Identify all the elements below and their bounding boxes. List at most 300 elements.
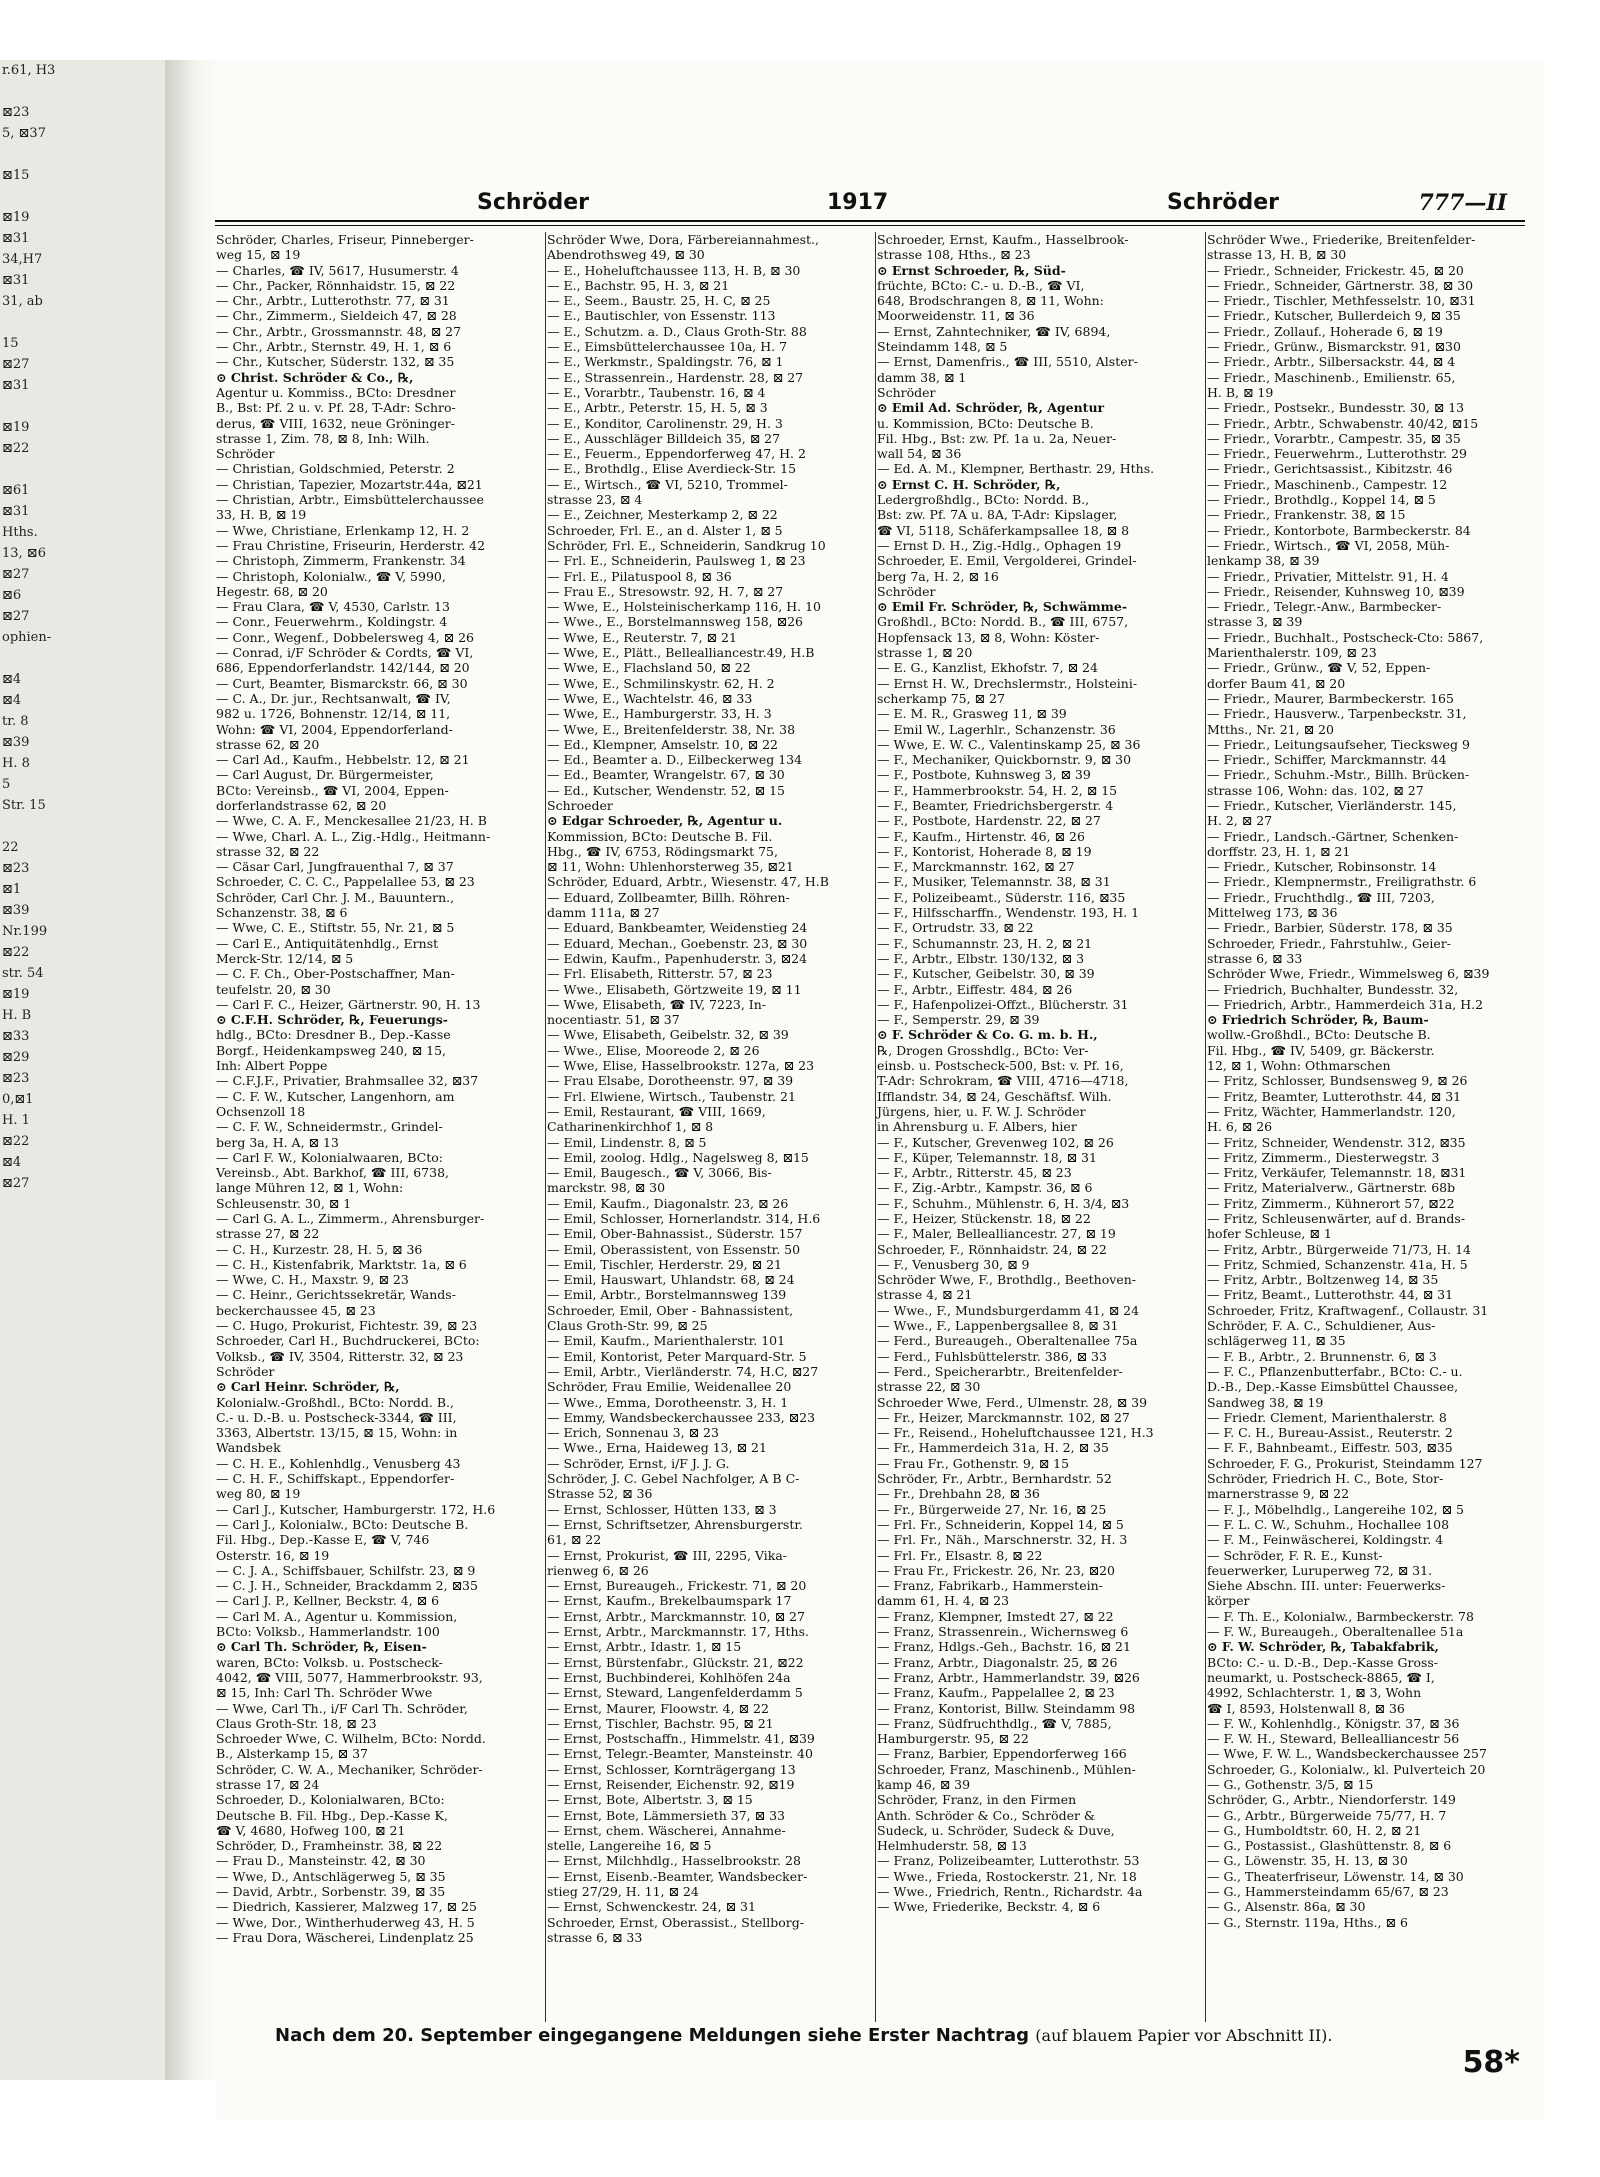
facing-page-line: ⊠19: [2, 210, 30, 225]
directory-entry: Ifflandstr. 34, ⊠ 24, Geschäftsf. Wilh.: [877, 1088, 1112, 1104]
directory-entry: strasse 6, ⊠ 33: [1207, 950, 1303, 966]
directory-entry: — F., Semperstr. 29, ⊠ 39: [877, 1012, 1040, 1028]
directory-entry: Schröder, Carl Chr. J. M., Bauuntern.,: [216, 889, 455, 905]
directory-entry: — E., Zeichner, Mesterkamp 2, ⊠ 22: [547, 507, 778, 523]
directory-entry: — Wwe, E. W. C., Valentinskamp 25, ⊠ 36: [877, 736, 1141, 752]
directory-entry: — F., Arbtr., Ritterstr. 45, ⊠ 23: [877, 1165, 1072, 1181]
directory-entry: — Schröder, Ernst, i/F J. J. G.: [547, 1455, 730, 1471]
directory-entry: Catharinenkirchhof 1, ⊠ 8: [547, 1119, 714, 1135]
directory-entry: — Wwe, E., Reuterstr. 7, ⊠ 21: [547, 629, 737, 645]
directory-entry: damm 111a, ⊠ 27: [547, 905, 660, 921]
directory-entry: Schröder, Franz, in den Firmen: [877, 1792, 1077, 1808]
directory-entry: — Friedr., Schneider, Gärtnerstr. 38, ⊠ 30: [1207, 277, 1474, 293]
directory-entry: — Emil, Baugesch., ☎ V, 3066, Bis-: [547, 1165, 772, 1181]
facing-page-line: ⊠39: [2, 903, 30, 918]
directory-entry: — F., Kontorist, Hoherade 8, ⊠ 19: [877, 843, 1092, 859]
directory-entry: — F., Postbote, Kuhnsweg 3, ⊠ 39: [877, 767, 1091, 783]
firm-entry: ⊙ Carl Th. Schröder, ℞, Eisen-: [216, 1639, 427, 1655]
directory-entry: — Frau E., Stresowstr. 92, H. 7, ⊠ 27: [547, 583, 784, 599]
directory-entry: — Wwe, E., Plätt., Bellealliancestr.49, H.B: [547, 645, 815, 661]
directory-entry: — E., Arbtr., Peterstr. 15, H. 5, ⊠ 3: [547, 400, 768, 416]
facing-page-line: ⊠22: [2, 945, 30, 960]
directory-entry: 3363, Albertstr. 13/15, ⊠ 15, Wohn: in: [216, 1425, 458, 1441]
directory-entry: Ledergroßhdlg., BCto: Nordd. B.,: [877, 492, 1090, 508]
directory-entry: — F., Heizer, Stückenstr. 18, ⊠ 22: [877, 1211, 1091, 1226]
directory-entry: — Ed., Klempner, Amselstr. 10, ⊠ 22: [547, 736, 778, 752]
directory-entry: — F., Schuhm., Mühlenstr. 6, H. 3/4, ⊠3: [877, 1195, 1130, 1211]
directory-entry: — Fritz, Beamter, Lutterothstr. 44, ⊠ 31: [1207, 1088, 1462, 1104]
directory-entry: — Ernst, Milchhdlg., Hasselbrookstr. 28: [547, 1853, 801, 1869]
directory-entry: — F., Küper, Telemannstr. 18, ⊠ 31: [877, 1149, 1097, 1165]
directory-entry: — Ed., Beamter, Wrangelstr. 67, ⊠ 30: [547, 767, 785, 783]
directory-entry: — F., Maler, Bellealliancestr. 27, ⊠ 19: [877, 1226, 1116, 1242]
directory-entry: Volksb., ☎ IV, 3504, Ritterstr. 32, ⊠ 23: [216, 1348, 464, 1364]
directory-entry: — Franz, Hdlgs.-Geh., Bachstr. 16, ⊠ 21: [877, 1639, 1131, 1655]
directory-entry: — Emil, Arbtr., Borstelmannsweg 139: [547, 1287, 787, 1303]
directory-entry: Schroeder, C. C. C., Pappelallee 53, ⊠ 23: [216, 874, 475, 890]
facing-page-line: [0, 648, 165, 669]
header-year: 1917: [827, 190, 889, 215]
directory-entry: Großhdl., BCto: Nordd. B., ☎ III, 6757,: [877, 614, 1129, 630]
directory-entry: — Wwe, Christiane, Erlenkamp 12, H. 2: [216, 522, 470, 538]
directory-entry: — G., Alsenstr. 86a, ⊠ 30: [1207, 1899, 1366, 1915]
directory-entry: — C. J. H., Schneider, Brackdamm 2, ⊠35: [216, 1578, 478, 1594]
directory-entry: — Christoph, Zimmerm, Frankenstr. 34: [216, 553, 466, 569]
directory-entry: Anth. Schröder & Co., Schröder &: [877, 1807, 1096, 1823]
directory-entry: Abendrothsweg 49, ⊠ 30: [547, 247, 705, 263]
directory-entry: — F., Arbtr., Elbstr. 130/132, ⊠ 3: [877, 950, 1085, 966]
directory-entry: BCto: C.- u. D.-B., Dep.-Kasse Gross-: [1207, 1654, 1439, 1670]
directory-entry: lenkamp 38, ⊠ 39: [1207, 553, 1320, 569]
directory-entry: — Wwe, F. W. L., Wandsbeckerchaussee 257: [1207, 1746, 1487, 1762]
footer-parenthetical: (auf blauem Papier vor Abschnitt II).: [1035, 2026, 1333, 2045]
facing-page-line: 15: [2, 336, 19, 351]
directory-entry: — Frl. Elisabeth, Ritterstr. 57, ⊠ 23: [547, 966, 773, 982]
directory-entry: — G., Gothenstr. 3/5, ⊠ 15: [1207, 1776, 1374, 1792]
directory-entry: Schröder Wwe, Dora, Färbereiannahmest.,: [547, 232, 819, 247]
directory-entry: — C. F. W., Schneidermstr., Grindel-: [216, 1119, 443, 1135]
facing-page-line: ⊠22: [2, 441, 30, 456]
directory-entry: — Carl J., Kutscher, Hamburgerstr. 172, H.6: [216, 1501, 496, 1517]
directory-entry: Vereinsb., Abt. Barkhof, ☎ III, 6738,: [216, 1165, 450, 1181]
facing-page-line: [0, 312, 165, 333]
directory-entry: Sandweg 38, ⊠ 19: [1207, 1394, 1324, 1410]
header-rule-thin: [215, 225, 1525, 226]
directory-entry: — E., Brothdlg., Elise Averdieck-Str. 15: [547, 461, 797, 477]
directory-entry: — Franz, Strassenrein., Wichernsweg 6: [877, 1624, 1129, 1640]
directory-entry: — Wwe, Charl. A. L., Zig.-Hdlg., Heitmann-: [216, 828, 491, 844]
directory-entry: — Wwe, C. E., Stiftstr. 55, Nr. 21, ⊠ 5: [216, 920, 455, 936]
facing-page-line: 34,H7: [2, 252, 43, 267]
directory-entry: — Friedr., Kontorbote, Barmbeckerstr. 84: [1207, 522, 1471, 538]
directory-entry: — F., Hammerbrookstr. 54, H. 2, ⊠ 15: [877, 782, 1118, 798]
directory-entry: — Ernst, Arbtr., Marckmannstr. 17, Hths.: [547, 1624, 809, 1640]
directory-entry: Schroeder, Carl H., Buchdruckerei, BCto:: [216, 1333, 480, 1349]
directory-entry: — Ernst, Bote, Lämmersieth 37, ⊠ 33: [547, 1807, 785, 1823]
directory-entry: BCto: Volksb., Hammerlandstr. 100: [216, 1624, 440, 1640]
directory-entry: 33, H. B, ⊠ 19: [216, 507, 307, 523]
directory-entry: — E., Bautischler, von Essenstr. 113: [547, 308, 776, 324]
directory-entry: feuerwerker, Luruperweg 72, ⊠ 31.: [1207, 1562, 1433, 1578]
directory-entry: Siehe Abschn. III. unter: Feuerwerks-: [1207, 1578, 1446, 1594]
directory-entry: — Frl. E., Schneiderin, Paulsweg 1, ⊠ 23: [547, 553, 806, 569]
directory-entry: — F. C., Pflanzenbutterfabr., BCto: C.- u.: [1207, 1363, 1463, 1379]
directory-entry: — Carl Ad., Kaufm., Hebbelstr. 12, ⊠ 21: [216, 752, 470, 768]
directory-entry: ☎ V, 4680, Hofweg 100, ⊠ 21: [216, 1822, 406, 1838]
firm-entry: ⊙ Christ. Schröder & Co., ℞,: [216, 369, 414, 385]
directory-entry: — Friedr., Hausverw., Tarpenbeckstr. 31,: [1207, 706, 1467, 722]
directory-entry: ☎ I, 8593, Holstenwall 8, ⊠ 36: [1207, 1700, 1405, 1716]
facing-page-line: ophien-: [2, 630, 52, 645]
facing-page-line: ⊠31: [2, 231, 30, 246]
facing-page-line: ⊠19: [2, 420, 30, 435]
directory-entry: — Friedr., Gerichtsassist., Kibitzstr. 46: [1207, 461, 1453, 477]
directory-entry: — Wwe, E., Flachsland 50, ⊠ 22: [547, 660, 751, 676]
directory-entry: — Friedrich, Buchhalter, Bundesstr. 32,: [1207, 981, 1459, 997]
directory-entry: — C. F. Ch., Ober-Postschaffner, Man-: [216, 966, 455, 982]
directory-entry: ⊠ 15, Inh: Carl Th. Schröder Wwe: [216, 1685, 433, 1701]
directory-entry: 686, Eppendorferlandstr. 142/144, ⊠ 20: [216, 660, 470, 676]
directory-entry: — C. H., Kistenfabrik, Marktstr. 1a, ⊠ 6: [216, 1256, 467, 1272]
directory-entry: — Schröder, F. R. E., Kunst-: [1207, 1547, 1383, 1563]
directory-entry: — Franz, Polizeibeamter, Lutterothstr. 53: [877, 1853, 1140, 1869]
directory-entry: — Fritz, Zimmerm., Kühnerort 57, ⊠22: [1207, 1195, 1455, 1211]
directory-entry: teufelstr. 20, ⊠ 30: [216, 981, 331, 997]
directory-entry: stelle, Langereihe 16, ⊠ 5: [547, 1838, 712, 1854]
directory-entry: ⊠ 11, Wohn: Uhlenhorsterweg 35, ⊠21: [547, 859, 794, 875]
firm-entry: ⊙ Edgar Schroeder, ℞, Agentur u.: [547, 813, 783, 829]
directory-columns: [215, 232, 1525, 2022]
directory-entry: Sudeck, u. Schröder, Sudeck & Duve,: [877, 1822, 1115, 1838]
directory-entry: — Friedr., Grünw., ☎ V, 52, Eppen-: [1207, 660, 1431, 676]
directory-entry: — Carl G. A. L., Zimmerm., Ahrensburger-: [216, 1211, 485, 1226]
directory-entry: — F., Kutscher, Geibelstr. 30, ⊠ 39: [877, 966, 1095, 982]
directory-entry: Schroeder, F. G., Prokurist, Steindamm 127: [1207, 1455, 1483, 1471]
directory-entry: — Fritz, Verkäufer, Telemannstr. 18, ⊠31: [1207, 1165, 1467, 1181]
facing-page-line: ⊠31: [2, 504, 30, 519]
directory-entry: Claus Groth-Str. 18, ⊠ 23: [216, 1715, 377, 1731]
facing-page-line: ⊠27: [2, 567, 30, 582]
directory-entry: — Ernst, Bureaugeh., Frickestr. 71, ⊠ 20: [547, 1578, 807, 1594]
directory-entry: — Fr., Bürgerweide 27, Nr. 16, ⊠ 25: [877, 1501, 1107, 1517]
facing-page-line: ⊠29: [2, 1050, 30, 1065]
directory-entry: — F., Hafenpolizei-Offzt., Blücherstr. 31: [877, 996, 1129, 1012]
directory-entry: — Carl F. C., Heizer, Gärtnerstr. 90, H. 13: [216, 996, 481, 1012]
directory-entry: — F. C. H., Bureau-Assist., Reuterstr. 2: [1207, 1425, 1453, 1441]
directory-entry: — Wwe, D., Antschlägerweg 5, ⊠ 35: [216, 1868, 446, 1884]
directory-entry: — C.F.J.F., Privatier, Brahmsallee 32, ⊠37: [216, 1073, 479, 1089]
directory-entry: — Wwe., Elise, Mooreode 2, ⊠ 26: [547, 1042, 760, 1058]
directory-entry: — Wwe, E., Schmilinskystr. 62, H. 2: [547, 675, 775, 691]
directory-entry: dorffstr. 23, H. 1, ⊠ 21: [1207, 843, 1351, 859]
directory-entry: — Ferd., Bureaugeh., Oberaltenallee 75a: [877, 1333, 1138, 1349]
directory-entry: Schröder, J. C. Gebel Nachfolger, A B C-: [547, 1471, 800, 1487]
directory-entry: — Franz, Klempner, Imstedt 27, ⊠ 22: [877, 1608, 1114, 1624]
directory-entry: — Friedr., Privatier, Mittelstr. 91, H. 4: [1207, 568, 1449, 584]
directory-entry: Moorweidenstr. 11, ⊠ 36: [877, 308, 1035, 324]
directory-entry: hofer Schleuse, ⊠ 1: [1207, 1226, 1332, 1242]
footer-notice: [275, 2025, 1535, 2046]
directory-entry: — F. B., Arbtr., 2. Brunnenstr. 6, ⊠ 3: [1207, 1348, 1437, 1364]
directory-entry: Steindamm 148, ⊠ 5: [877, 339, 1008, 355]
directory-entry: früchte, BCto: C.- u. D.-B., ☎ VI,: [877, 277, 1085, 293]
directory-entry: 61, ⊠ 22: [547, 1532, 602, 1548]
directory-entry: marnerstrasse 9, ⊠ 22: [1207, 1486, 1350, 1502]
directory-entry: — C. Heinr., Gerichtssekretär, Wands-: [216, 1287, 456, 1303]
directory-entry: — E., Konditor, Carolinenstr. 29, H. 3: [547, 415, 783, 431]
directory-entry: Wohn: ☎ VI, 2004, Eppendorferland-: [216, 721, 453, 737]
directory-entry: derus, ☎ VIII, 1632, neue Gröninger-: [216, 415, 455, 431]
directory-entry: — Friedr., Kutscher, Vierländerstr. 145,: [1207, 797, 1457, 813]
directory-entry: — Ed., Kutscher, Wendenstr. 52, ⊠ 15: [547, 782, 785, 798]
directory-entry: BCto: Vereinsb., ☎ VI, 2004, Eppen-: [216, 782, 449, 798]
directory-entry: — G., Humboldtstr. 60, H. 2, ⊠ 21: [1207, 1822, 1422, 1838]
directory-entry: — Wwe., E., Borstelmannsweg 158, ⊠26: [547, 614, 803, 630]
directory-entry: Claus Groth-Str. 99, ⊠ 25: [547, 1318, 708, 1334]
directory-entry: kamp 46, ⊠ 39: [877, 1776, 971, 1792]
directory-entry: Kommission, BCto: Deutsche B. Fil.: [547, 828, 773, 844]
directory-entry: Schroeder, Frl. E., an d. Alster 1, ⊠ 5: [547, 522, 783, 538]
directory-entry: dorfer Baum 41, ⊠ 20: [1207, 675, 1346, 691]
directory-entry: — Christoph, Kolonialw., ☎ V, 5990,: [216, 568, 446, 584]
directory-entry: — G., Postassist., Glashüttenstr. 8, ⊠ 6: [1207, 1838, 1452, 1854]
directory-entry: — Carl J. P., Kellner, Beckstr. 4, ⊠ 6: [216, 1593, 440, 1609]
directory-entry: — Wwe, C. A. F., Menckesallee 21/23, H. B: [216, 813, 487, 829]
directory-entry: — E., Eimsbüttelerchaussee 10a, H. 7: [547, 339, 788, 355]
directory-entry: — Frau Fr., Gothenstr. 9, ⊠ 15: [877, 1455, 1070, 1471]
firm-entry: ⊙ C.F.H. Schröder, ℞, Feuerungs-: [216, 1012, 448, 1028]
directory-entry: — Emil, Oberassistent, von Essenstr. 50: [547, 1241, 801, 1257]
facing-page-line: ⊠31: [2, 378, 30, 393]
directory-entry: Marienthalerstr. 109, ⊠ 23: [1207, 645, 1377, 661]
directory-entry: — E., Werkmstr., Spaldingstr. 76, ⊠ 1: [547, 354, 784, 370]
directory-entry: Schroeder, D., Kolonialwaren, BCto:: [216, 1792, 445, 1808]
facing-page-line: ⊠27: [2, 1176, 30, 1191]
directory-entry: — Wwe., F., Lappenbergsallee 8, ⊠ 31: [877, 1318, 1119, 1334]
directory-entry: schlägerweg 11, ⊠ 35: [1207, 1333, 1346, 1349]
directory-entry: Schroeder, Friedr., Fahrstuhlw., Geier-: [1207, 935, 1451, 951]
directory-entry: — Ernst, Buchbinderei, Kohlhöfen 24a: [547, 1669, 791, 1685]
directory-entry: Schroeder, Ernst, Oberassist., Stellborg-: [547, 1914, 804, 1930]
directory-entry: — F., Musiker, Telemannstr. 38, ⊠ 31: [877, 874, 1111, 890]
directory-entry: in Ahrensburg u. F. Albers, hier: [877, 1119, 1077, 1135]
directory-entry: Schroeder, F., Rönnhaidstr. 24, ⊠ 22: [877, 1241, 1107, 1257]
directory-entry: — Frl. Fr., Näh., Marschnerstr. 32, H. 3: [877, 1532, 1128, 1548]
directory-entry: — Ernst, Schlosser, Hütten 133, ⊠ 3: [547, 1501, 777, 1517]
directory-entry: beckerchaussee 45, ⊠ 23: [216, 1302, 376, 1318]
directory-entry: H. 6, ⊠ 26: [1207, 1119, 1273, 1135]
directory-entry: — Fritz, Beamt., Lutterothstr. 44, ⊠ 31: [1207, 1287, 1454, 1303]
directory-entry: scherkamp 75, ⊠ 27: [877, 690, 1005, 706]
directory-entry: einsb. u. Postscheck-500, Bst: v. Pf. 16,: [877, 1058, 1124, 1074]
directory-entry: C.- u. D.-B. u. Postscheck-3344, ☎ III,: [216, 1409, 457, 1425]
directory-entry: strasse 62, ⊠ 20: [216, 736, 320, 752]
facing-page-line: [0, 186, 165, 207]
directory-entry: — Friedr., Maschinenb., Campestr. 12: [1207, 476, 1448, 492]
directory-entry: — Wwe, Carl Th., i/F Carl Th. Schröder,: [216, 1700, 468, 1716]
directory-entry: Schroeder Wwe, C. Wilhelm, BCto: Nordd.: [216, 1731, 486, 1747]
directory-entry: 648, Brodschrangen 8, ⊠ 11, Wohn:: [877, 293, 1104, 309]
directory-entry: — G., Sternstr. 119a, Hths., ⊠ 6: [1207, 1914, 1408, 1930]
directory-entry: — E., Feuerm., Eppendorferweg 47, H. 2: [547, 446, 806, 462]
directory-entry: — Eduard, Mechan., Goebenstr. 23, ⊠ 30: [547, 935, 808, 951]
directory-entry: — F., Arbtr., Eiffestr. 484, ⊠ 26: [877, 981, 1073, 997]
facing-page-line: ⊠33: [2, 1029, 30, 1044]
directory-entry: — Friedr., Kutscher, Robinsonstr. 14: [1207, 859, 1437, 875]
directory-entry: — Frau D., Mansteinstr. 42, ⊠ 30: [216, 1853, 426, 1869]
directory-entry: — Friedr. Clement, Marienthalerstr. 8: [1207, 1409, 1447, 1425]
directory-entry: — Emil, Schlosser, Hornerlandstr. 314, H.6: [547, 1211, 821, 1226]
directory-entry: strasse 1, ⊠ 20: [877, 645, 973, 661]
directory-entry: ☎ VI, 5118, Schäferkampsallee 18, ⊠ 8: [877, 522, 1130, 538]
directory-entry: Schröder, Frl. E., Schneiderin, Sandkrug 10: [547, 537, 826, 553]
directory-entry: — Wwe, Elise, Hasselbrookstr. 127a, ⊠ 23: [547, 1058, 815, 1074]
directory-entry: Schröder Wwe, Friedr., Wimmelsweg 6, ⊠39: [1207, 966, 1490, 982]
directory-entry: — Friedr., Telegr.-Anw., Barmbecker-: [1207, 599, 1442, 615]
directory-entry: 982 u. 1726, Bohnenstr. 12/14, ⊠ 11,: [216, 706, 451, 722]
directory-entry: berg 7a, H. 2, ⊠ 16: [877, 568, 999, 584]
directory-entry: — Franz, Südfruchthdlg., ☎ V, 7885,: [877, 1715, 1112, 1731]
directory-entry: T-Adr: Schrokram, ☎ VIII, 4716—4718,: [877, 1073, 1129, 1089]
directory-entry: Schröder, Frau Emilie, Weidenallee 20: [547, 1379, 792, 1395]
directory-entry: strasse 17, ⊠ 24: [216, 1776, 320, 1792]
directory-entry: — Emil, Kontorist, Peter Marquard-Str. 5: [547, 1348, 807, 1364]
directory-entry: — Friedr., Kutscher, Bullerdeich 9, ⊠ 35: [1207, 308, 1461, 324]
directory-entry: Schroeder Wwe, Ferd., Ulmenstr. 28, ⊠ 39: [877, 1394, 1148, 1410]
facing-page-line: ⊠23: [2, 105, 30, 120]
directory-entry: — Fritz, Arbtr., Bürgerweide 71/73, H. 14: [1207, 1241, 1472, 1257]
directory-entry: Schroeder, Franz, Maschinenb., Mühlen-: [877, 1761, 1136, 1777]
directory-entry: — Curt, Beamter, Bismarckstr. 66, ⊠ 30: [216, 675, 468, 691]
directory-entry: — Franz, Kontorist, Billw. Steindamm 98: [877, 1700, 1136, 1716]
facing-page-line: ⊠15: [2, 168, 30, 183]
directory-entry: — Ernst, Maurer, Floowstr. 4, ⊠ 22: [547, 1700, 769, 1716]
directory-entry: — Friedr., Grünw., Bismarckstr. 91, ⊠30: [1207, 339, 1461, 355]
column-3: [875, 232, 1201, 2022]
facing-page-line: str. 54: [2, 966, 44, 981]
header-rule: [215, 220, 1525, 222]
directory-entry: Schröder: [877, 583, 936, 599]
directory-entry: hdlg., BCto: Dresdner B., Dep.-Kasse: [216, 1027, 451, 1043]
facing-page-line: ⊠23: [2, 1071, 30, 1086]
directory-entry: — Ferd., Fuhlsbüttelerstr. 386, ⊠ 33: [877, 1348, 1107, 1364]
directory-entry: — Friedr., Fruchthdlg., ☎ III, 7203,: [1207, 889, 1435, 905]
facing-page-line: [0, 459, 165, 480]
directory-entry: — G., Löwenstr. 35, H. 13, ⊠ 30: [1207, 1853, 1408, 1869]
facing-page-line: 22: [2, 840, 19, 855]
directory-entry: — Chr., Zimmerm., Sieldeich 47, ⊠ 28: [216, 308, 457, 324]
directory-entry: — Friedr., Brothdlg., Koppel 14, ⊠ 5: [1207, 492, 1436, 508]
directory-entry: — F. W. H., Steward, Bellealliancestr 56: [1207, 1731, 1460, 1747]
directory-entry: — Friedr., Barbier, Süderstr. 178, ⊠ 35: [1207, 920, 1453, 936]
directory-entry: — Ernst, Postschaffn., Himmelstr. 41, ⊠39: [547, 1731, 815, 1747]
directory-entry: — Conr., Wegenf., Dobbelersweg 4, ⊠ 26: [216, 629, 474, 645]
facing-page-line: [0, 144, 165, 165]
directory-entry: — Friedr., Schuhm.-Mstr., Billh. Brücken-: [1207, 767, 1470, 783]
directory-entry: — F., Kutscher, Grevenweg 102, ⊠ 26: [877, 1134, 1114, 1150]
directory-page: [215, 60, 1545, 2120]
directory-entry: strasse 3, ⊠ 39: [1207, 614, 1303, 630]
directory-entry: — Ernst, Arbtr., Idastr. 1, ⊠ 15: [547, 1639, 742, 1655]
directory-entry: — Ernst, Steward, Langenfelderdamm 5: [547, 1685, 803, 1701]
directory-entry: marckstr. 98, ⊠ 30: [547, 1180, 666, 1196]
directory-entry: — C. A., Dr. jur., Rechtsanwalt, ☎ IV,: [216, 690, 451, 706]
directory-entry: — Fr., Heizer, Marckmannstr. 102, ⊠ 27: [877, 1409, 1130, 1425]
facing-page-line: 5, ⊠37: [2, 126, 46, 141]
facing-page-line: H. 1: [2, 1113, 30, 1128]
directory-entry: — Franz, Arbtr., Hammerlandstr. 39, ⊠26: [877, 1669, 1140, 1685]
directory-entry: — Chr., Kutscher, Süderstr. 132, ⊠ 35: [216, 354, 455, 370]
directory-entry: waren, BCto: Volksb. u. Postscheck-: [216, 1654, 443, 1670]
directory-entry: — Friedr., Maschinenb., Emilienstr. 65,: [1207, 369, 1456, 385]
directory-entry: — Ernst, Kaufm., Brekelbaumspark 17: [547, 1593, 792, 1609]
directory-entry: — Diedrich, Kassierer, Malzweg 17, ⊠ 25: [216, 1899, 477, 1915]
facing-page-line: ⊠6: [2, 588, 22, 603]
directory-entry: — Carl F. W., Kolonialwaaren, BCto:: [216, 1149, 443, 1165]
directory-entry: — Ed., Beamter a. D., Eilbeckerweg 134: [547, 752, 803, 768]
directory-entry: Hbg., ☎ IV, 6753, Rödingsmarkt 75,: [547, 843, 778, 859]
directory-entry: strasse 106, Wohn: das. 102, ⊠ 27: [1207, 782, 1424, 798]
facing-page-line: H. 8: [2, 756, 30, 771]
firm-entry: ⊙ Ernst Schroeder, ℞, Süd-: [877, 262, 1066, 278]
directory-entry: — G., Hammersteindamm 65/67, ⊠ 23: [1207, 1884, 1449, 1900]
directory-entry: — Emil, Tischler, Herderstr. 29, ⊠ 21: [547, 1256, 782, 1272]
directory-entry: — Ernst, Reisender, Eichenstr. 92, ⊠19: [547, 1776, 795, 1792]
directory-entry: — Ernst, Zahntechniker, ☎ IV, 6894,: [877, 323, 1111, 339]
directory-entry: B., Bst: Pf. 2 u. v. Pf. 28, T-Adr: Schro-: [216, 400, 456, 416]
directory-entry: Bst: zw. Pf. 7A u. 8A, T-Adr: Kipslager,: [877, 507, 1118, 523]
facing-page-line: ⊠27: [2, 609, 30, 624]
directory-entry: — C. Hugo, Prokurist, Fichtestr. 39, ⊠ 23: [216, 1318, 478, 1334]
directory-entry: — E. M. R., Grasweg 11, ⊠ 39: [877, 706, 1067, 722]
directory-entry: Wandsbek: [216, 1440, 281, 1456]
directory-entry: — Ernst, Prokurist, ☎ III, 2295, Vika-: [547, 1547, 788, 1563]
directory-entry: — F., Hilfsscharffn., Wendenstr. 193, H. 1: [877, 905, 1140, 921]
firm-entry: ⊙ F. W. Schröder, ℞, Tabakfabrik,: [1207, 1639, 1439, 1655]
facing-page-line: tr. 8: [2, 714, 29, 729]
directory-entry: — Friedr., Zollauf., Hoherade 6, ⊠ 19: [1207, 323, 1443, 339]
directory-entry: ℞, Drogen Grosshdlg., BCto: Ver-: [877, 1042, 1089, 1058]
directory-entry: — Ernst, Schwenckestr. 24, ⊠ 31: [547, 1899, 756, 1915]
facing-page-line: ⊠4: [2, 693, 22, 708]
directory-entry: H. 2, ⊠ 27: [1207, 813, 1273, 829]
directory-entry: — Carl J., Kolonialw., BCto: Deutsche B.: [216, 1516, 469, 1532]
directory-entry: Schröder Wwe., Friederike, Breitenfelder-: [1207, 232, 1476, 247]
directory-entry: — Ernst, Bote, Albertstr. 3, ⊠ 15: [547, 1792, 753, 1808]
directory-entry: berg 3a, H. A, ⊠ 13: [216, 1134, 339, 1150]
directory-entry: — Wwe, Elisabeth, Geibelstr. 32, ⊠ 39: [547, 1027, 789, 1043]
directory-entry: — F. W., Kohlenhdlg., Königstr. 37, ⊠ 36: [1207, 1715, 1460, 1731]
directory-entry: — Frl. Fr., Elsastr. 8, ⊠ 22: [877, 1547, 1043, 1563]
page-header: [215, 190, 1545, 230]
directory-entry: Agentur u. Kommiss., BCto: Dresdner: [216, 384, 456, 400]
directory-entry: Schröder: [216, 446, 275, 462]
directory-entry: — Friedr., Leitungsaufseher, Tiecksweg 9: [1207, 736, 1470, 752]
directory-entry: Schröder, F. A. C., Schuldiener, Aus-: [1207, 1318, 1436, 1334]
directory-entry: — C. J. A., Schiffsbauer, Schilfstr. 23, ⊠ 9: [216, 1562, 476, 1578]
directory-entry: damm 61, H. 4, ⊠ 23: [877, 1593, 1010, 1609]
directory-entry: — Friedr., Postsekr., Bundesstr. 30, ⊠ 13: [1207, 400, 1465, 416]
directory-entry: — Emil W., Lagerhlr., Schanzenstr. 36: [877, 721, 1116, 737]
firm-entry: ⊙ F. Schröder & Co. G. m. b. H.,: [877, 1027, 1098, 1043]
directory-entry: — Wwe, Elisabeth, ☎ IV, 7223, In-: [547, 996, 767, 1012]
directory-entry: Mtths., Nr. 21, ⊠ 20: [1207, 721, 1334, 737]
facing-page-line: r.61, H3: [2, 63, 56, 78]
directory-entry: — F., Venusberg 30, ⊠ 9: [877, 1256, 1030, 1272]
directory-entry: — Fritz, Zimmerm., Diesterwegstr. 3: [1207, 1149, 1440, 1165]
directory-entry: Schroeder: [547, 797, 613, 813]
directory-entry: — F., Ortrudstr. 33, ⊠ 22: [877, 920, 1034, 936]
